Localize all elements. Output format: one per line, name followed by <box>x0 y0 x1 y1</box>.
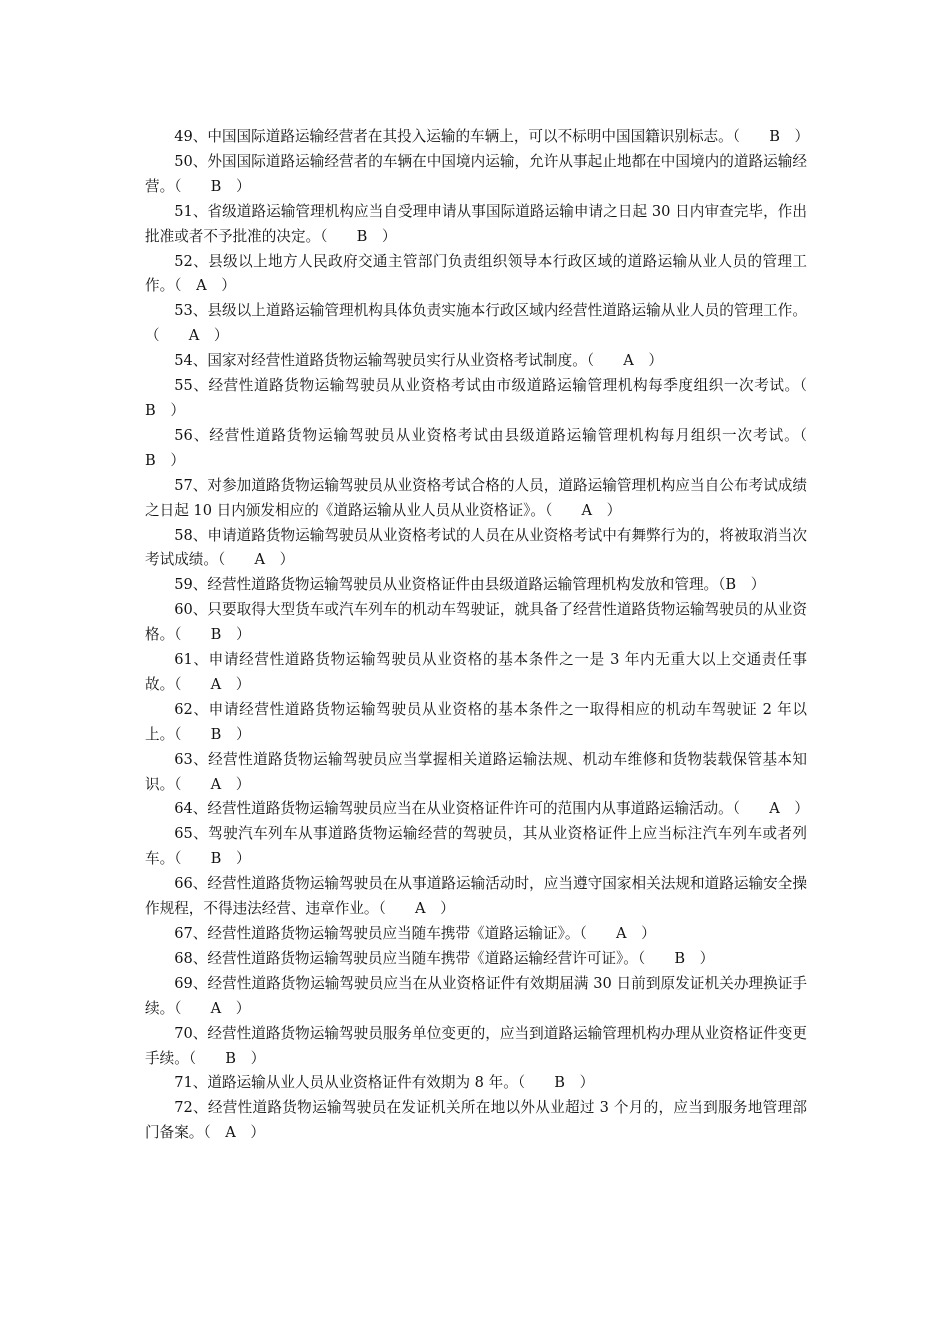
question-64: 64、经营性道路货物运输驾驶员应当在从业资格证件许可的范围内从事道路运输活动。（ A ） <box>174 800 809 818</box>
document-page <box>145 125 837 1146</box>
question-55: 55、经营性道路货物运输驾驶员从业资格考试由市级道路运输管理机构每季度组织一次考试。（ B ） <box>145 377 837 419</box>
question-62: 62、申请经营性道路货物运输驾驶员从业资格的基本条件之一取得相应的机动车驾驶证 2 年以上。（ B ） <box>145 700 807 743</box>
question-65: 65、驾驶汽车列车从事道路货物运输经营的驾驶员，其从业资格证件上应当标注汽车列车或者列车。（ B ） <box>145 825 807 868</box>
question-52: 52、县级以上地方人民政府交通主管部门负责组织领导本行政区域的道路运输从业人员的管理工作。（ A ） <box>145 252 807 295</box>
question-56: 56、经营性道路货物运输驾驶员从业资格考试由县级道路运输管理机构每月组织一次考试。（ B ） <box>145 426 837 469</box>
question-51: 51、省级道路运输管理机构应当自受理申请从事国际道路运输申请之日起 30 日内审查完毕，作出批准或者不予批准的决定。（ B ） <box>145 202 807 245</box>
question-61: 61、申请经营性道路货物运输驾驶员从业资格的基本条件之一是 3 年内无重大以上交通责任事故。（ A ） <box>145 651 807 693</box>
question-71: 71、道路运输从业人员从业资格证件有效期为 8 年。（ B ） <box>174 1074 595 1092</box>
question-68: 68、经营性道路货物运输驾驶员应当随车携带《道路运输经营许可证》。（ B ） <box>174 949 715 967</box>
question-66: 66、经营性道路货物运输驾驶员在从事道路运输活动时，应当遵守国家相关法规和道路运输安全操作规程，不得违法经营、违章作业。（ A ） <box>145 875 807 918</box>
question-50: 50、外国国际道路运输经营者的车辆在中国境内运输，允许从事起止地都在中国境内的道路运输经营。（ B ） <box>145 152 807 195</box>
question-59: 59、经营性道路货物运输驾驶员从业资格证件由县级道路运输管理机构发放和管理。（B ） <box>174 576 766 594</box>
question-58: 58、申请道路货物运输驾驶员从业资格考试的人员在从业资格考试中有舞弊行为的，将被取消当次考试成绩。（ A ） <box>145 526 807 569</box>
question-72: 72、经营性道路货物运输驾驶员在发证机关所在地以外从业超过 3 个月的，应当到服务地管理部门备案。（ A ） <box>145 1099 807 1142</box>
question-60: 60、只要取得大型货车或汽车列车的机动车驾驶证，就具备了经营性道路货物运输驾驶员的从业资格。（ B ） <box>145 601 807 644</box>
question-54: 54、国家对经营性道路货物运输驾驶员实行从业资格考试制度。（ A ） <box>174 352 663 370</box>
question-53: 53、县级以上道路运输管理机构具体负责实施本行政区域内经营性道路运输从业人员的管理工作。（ A ） <box>145 302 807 345</box>
question-49: 49、中国国际道路运输经营者在其投入运输的车辆上，可以不标明中国国籍识别标志。（ B ） <box>174 128 810 145</box>
question-63: 63、经营性道路货物运输驾驶员应当掌握相关道路运输法规、机动车维修和货物装载保管基本知识。（ A ） <box>145 750 807 793</box>
question-70: 70、经营性道路货物运输驾驶员服务单位变更的，应当到道路运输管理机构办理从业资格证件变更手续。（ B ） <box>145 1024 807 1067</box>
question-67: 67、经营性道路货物运输驾驶员应当随车携带《道路运输证》。（ A ） <box>174 925 656 942</box>
question-57: 57、对参加道路货物运输驾驶员从业资格考试合格的人员，道路运输管理机构应当自公布考试成绩之日起 10 日内颁发相应的《道路运输从业人员从业资格证》。（ A ） <box>145 476 807 519</box>
question-69: 69、经营性道路货物运输驾驶员应当在从业资格证件有效期届满 30 日前到原发证机关办理换证手续。（ A ） <box>145 974 807 1017</box>
